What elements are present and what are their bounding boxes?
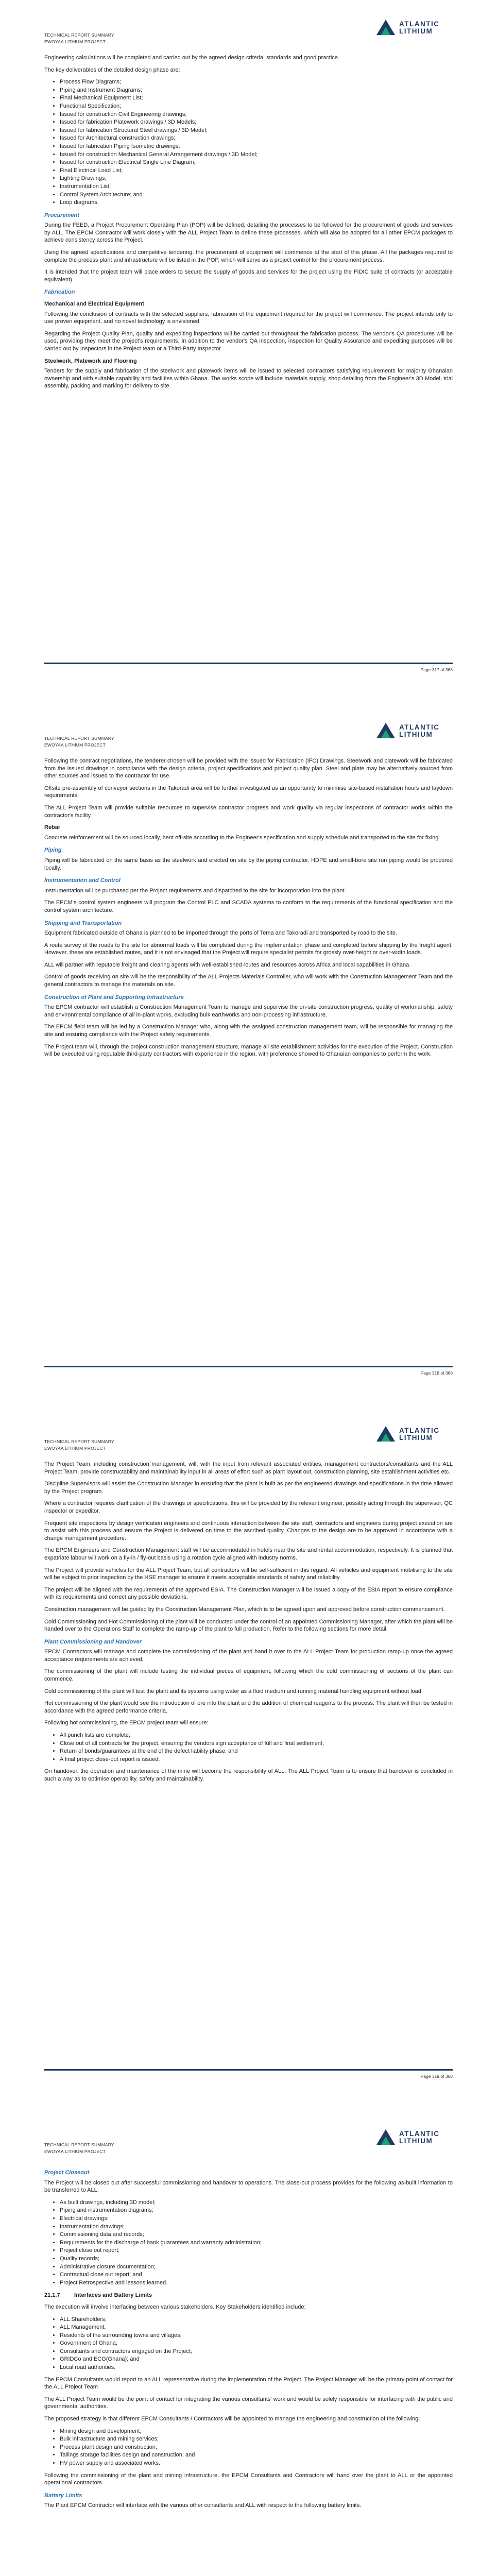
stakeholders-list — [44, 2316, 453, 2371]
report-page — [0, 1406, 497, 2110]
page-content: Project Closeout The Project will be closed out after successful commissioning and handover to operations. The close-out process provides for the following as-built information to be transferred to ALL: • As built drawings, including 3D model; • Piping and instrumentation diagrams; • Electrical drawings; • Instrumentation drawings; • Commissioning data and records; • Requirements for the discharge of bank guarantees and warranty administration; • Project close out report; • Quality records; • Administrative closure documentation; • Contractual close out report; and • Project Retrospective and lessons learned. 21.1.7 Interfaces and Battery Limits The execution will involve interfacing between various stakeholders. Key Stakeholders identified include: • ALL Shareholders; • ALL Management; • Residents of the surrounding towns and villages; • Government of Ghana; • Consultants and contractors engaged on the Project; • GRIDCo and ECG(Ghana); and • Local road authorities. The EPCM Consultants would report to an ALL representative during the implementation of the Project. The Project Manager will be the primary point of contact for the ALL Project Team The ALL Project Team would be the point of contact for integrating the various consultants' work and would be solely responsible for interfacing with the public and governmental authorities. The proposed strategy is that different EPCM Consultants / Contractors will be appointed to manage the engineering and construction of the following: • Mining design and development; • Bulk infrastructure and mining services; • Process plant design and construction; • Tailings storage facilities design and construction; and • HV power supply and associated works. Following the commissioning of the plant and mining infrastructure, the EPCM Consultants and Contractors will hand over the plant to ALL or the appointed operational contractors. Battery Limits The Plant EPCM Contractor will interface with the various other consultants and ALL with respect to the following battery limits. — [44, 2169, 453, 2510]
logo-text: ATLANTIC LITHIUM — [399, 2130, 440, 2145]
report-page — [0, 0, 497, 703]
list-item: • Piping and instrumentation diagrams; — [60, 2207, 453, 2214]
list-item: • Issued for fabrication Structural Steel drawings / 3D Model; — [60, 127, 453, 134]
page-content: Following the contract negotiations, the tenderer chosen will be provided with the issued for Fabrication (IFC) Drawings. Steelwork and platework will be fabricated from the issued drawings in compliance with the design criteria, project specifications and project quality plan. Steel and plate may be alternatively sourced from other sources and issued to the contractor for use. Offsite pre-assembly of conveyor sections in the Takoradi area will be further investigated as an opportunity to minimise site-based installation hours and laydown requirements. The ALL Project Team will provide suitable resources to supervise contractor progress and work quality via regular inspections of contractor works within the contractor's facility. Rebar Concrete reinforcement will be sourced locally, bent off-site according to the Engineer's specification and supply schedule and transported to the site for fixing. Piping Piping will be fabricated on the same basis as the steelwork and erected on site by the piping contractor. HDPE and small-bore site run piping would be procured locally. Instrumentation and Control Instrumentation will be purchased per the Project requirements and dispatched to the site for incorporation into the plant. The EPCM's control system engineers will program the Control PLC and SCADA systems to conform to the requirements of the functional specification and the control system architecture. Shipping and Transportation Equipment fabricated outside of Ghana is planned to be imported through the ports of Tema and Takoradi and transported by road to the site. A route survey of the roads to the site for abnormal loads will be completed during the implementation phase and completed before shipping by the freight agent. However, these are established routes, and it is not envisaged that the Project will require specialist permits for grossly over-height or over-width loads. ALL will partner with reputable freight and clearing agents with well-established routes and resources across Africa and local capabilities in Ghana. Control of goods receiving on site will be the responsibility of the ALL Projects Materials Controller, who will work with the Construction Management Team and the general contractors to manage the materials on site. Construction of Plant and Supporting Infrastructure The EPCM contractor will establish a Construction Management Team to manage and supervise the on-site construction progress, quality of workmanship, safety and environmental compliance of all in-plant works, excluding bulk earthworks and non-processing infrastructure. The EPCM field team will be led by a Construction Manager who, along with the assigned construction management team, will be responsible for managing the site and ensuring compliance with the Project safety requirements. The Project team will, through the project construction management structure, manage all site establishment activities for the execution of the Project. Construction will be executed using reputable third-party contractors with experience in the region, with preference showed to Ghanaian companies to perform the work. — [44, 758, 453, 1058]
header-project-name: EWOYAA LITHIUM PROJECT — [44, 39, 106, 44]
list-item: • A final project close-out report is issued. — [60, 1756, 453, 1764]
list-item: • Issued for construction Mechanical General Arrangement drawings / 3D Model; — [60, 151, 453, 159]
logo-mark-icon — [375, 2128, 396, 2146]
header-report-title: TECHNICAL REPORT SUMMARY — [44, 1439, 114, 1444]
logo-text: ATLANTIC LITHIUM — [399, 723, 440, 738]
list-item: • Residents of the surrounding towns and villages; — [60, 2332, 453, 2340]
page-content: The Project Team, including construction management, will, with the input from relevant associated entities, management contractors/consultants and the ALL Project Team, provide constructability and maintainability input in all areas of effort such as plant layout out, construction planning, site establishment activities etc. Discipline Supervisors will assist the Construction Manager in ensuring that the plant is built as per the engineered drawings and specifications in the time allowed by the Project program. Where a contractor requires clarification of the drawings or specifications, this will be provided by the relevant engineer, possibly acting through the supervisor, QC inspector or expeditor. Frequent site inspections by design verification engineers and continuous interaction between the site staff, contractors and engineers during project execution are to assist with this process and ensure the Project is delivered on time to the ascribed quality. Changes to the design are to be approved in accordance with a change management procedure. The EPCM Engineers and Construction Management staff will be accommodated in hotels near the site and rental accommodation, respectively. It is planned that expatriate labour will work on a fly-in / fly-out basis using a rotation cycle aligned with industry norms. The Project will provide vehicles for the ALL Project Team, but all contractors will be self-sufficient in this regard. All vehicles and equipment mobilising to the site will be subject to prior inspection by the HSE manager to ensure it meets acceptable standards of safety and reliability. The project will be aligned with the requirements of the approved ESIA. The Construction Manager will be issued a copy of the ESIA report to ensure compliance with its requirements and correct any possible deviations. Construction management will be guided by the Construction Management Plan, which is to be agreed upon and approved before construction commencement. Cold Commissioning and Hot Commissioning of the plant will be conducted under the control of an appointed Commissioning Manager, after which the plant will be handed over to the Operations Staff to complete the ramp-up of the plant to full production. Refer to the following sections for more detail. Plant Commissioning and Handover EPCM Contractors will manage and complete the commissioning of the plant and hand it over to the ALL Project Team for production ramp-up once the agreed acceptance requirements are achieved. The commissioning of the plant will include testing the individual pieces of equipment, following which the cold commissioning of sections of the plant can commence. Cold commissioning of the plant will test the plant and its systems using water as a fluid medium and running material handling equipment without load. Hot commissioning of the plant would see the introduction of ore into the plant and the addition of chemical reagents to the process. The plant will then be tested in accordance with the agreed performance criteria. Following hot commissioning, the EPCM project team will ensure: • All punch lists are complete; • Close out of all contracts for the project, ensuring the vendors sign acceptance of full and final settlement; • Return of bonds/guarantees at the end of the defect liability phase; and • A final project close-out report is issued. On handover, the operation and maintenance of the mine will become the responsibility of ALL. The ALL Project Team is to ensure that handover is concluded in such a way as to optimise operability, safety and maintainability. — [44, 1461, 453, 1783]
section-heading: Shipping and Transportation — [44, 920, 122, 926]
page-header — [44, 0, 453, 54]
header-report-title: TECHNICAL REPORT SUMMARY — [44, 736, 114, 741]
page-content: Engineering calculations will be completed and carried out by the agreed design criteria, standards and good practice. The key deliverables of the detailed design phase are: • Process Flow Diagrams; • Piping and Instrument Diagrams; • Final Mechanical Equipment List; • Functional Specification; • Issued for construction Civil Engineering drawings; • Issued for fabrication Platework drawings / 3D Models; • Issued for fabrication Structural Steel drawings / 3D Model; • Issued for Architectural construction drawings; • Issued for fabrication Piping Isometric drawings; • Issued for construction Mechanical General Arrangement drawings / 3D Model; • Issued for construction Electrical Single Line Diagram; • Final Electrical Load List; • Lighting Drawings; • Instrumentation List; • Control System Architecture; and • Loop diagrams. Procurement During the FEED, a Project Procurement Operating Plan (POP) will be defined, detailing the processes to be followed for the procurement of goods and services by ALL. The EPCM Contractor will work closely with the ALL Project Team to define these processes, which will also be adopted for all other EPCM packages to achieve consistency across the Project. Using the agreed specifications and competitive tendering, the procurement of equipment will commence at the start of this phase. All the packages required to complete the process plant and infrastructure will be listed in the POP, which will serve as a project control for the procurement process. It is intended that the project team will place orders to secure the supply of goods and services for the project using the FIDIC suite of contracts (or acceptable equivalent). Fabrication Mechanical and Electrical Equipment Following the conclusion of contracts with the selected suppliers, fabrication of the equipment required for the project will commence. The project intends only to use proven equipment, and no novel technology is envisioned. Regarding the Project Quality Plan, quality and expediting inspections will be carried out throughout the fabrication process. The vendor's QA procedures will be used, providing they meet the project's requirements. In addition to the vendor's QA inspection, inspection for Quality Assurance and expediting purposes will be carried out by Inspectors in the Project team or a Third-Party Inspector. Steelwork, Platework and Flooring Tenders for the supply and fabrication of the steelwork and platework items will be issued to selected contractors satisfying requirements for majority Ghanaian ownership and with suitable capability and facilities within Ghana. The works scope will include materials supply, shop detailing from the Engineer's 3D Model, trial assembly, packing and marking for delivery to site. — [44, 54, 453, 390]
atlantic-lithium-logo — [375, 18, 453, 38]
header-project-name: EWOYAA LITHIUM PROJECT — [44, 2149, 106, 2154]
subsection-heading: Steelwork, Platework and Flooring — [44, 358, 137, 364]
list-item: • Project Retrospective and lessons learned. — [60, 2279, 453, 2287]
report-page — [0, 2110, 497, 2576]
header-project-name: EWOYAA LITHIUM PROJECT — [44, 742, 106, 748]
section-number: 21.1.7 — [44, 2292, 60, 2299]
ensure-list — [44, 1732, 453, 1763]
section-heading: Instrumentation and Control — [44, 877, 121, 884]
header-report-title: TECHNICAL REPORT SUMMARY — [44, 2142, 114, 2147]
section-heading: Piping — [44, 847, 62, 854]
page-header — [44, 703, 453, 757]
list-item: • Process Flow Diagrams; — [60, 78, 453, 86]
subsection-heading: Rebar — [44, 824, 61, 831]
page-number: Page 317 of 368 — [420, 667, 453, 672]
logo-mark-icon — [375, 19, 396, 36]
list-item: • Instrumentation List; — [60, 183, 453, 191]
list-item: • All punch lists are complete; — [60, 1732, 453, 1739]
list-item: • Instrumentation drawings; — [60, 2223, 453, 2231]
list-item: • As built drawings, including 3D model; — [60, 2199, 453, 2207]
list-item: • Piping and Instrument Diagrams; — [60, 87, 453, 94]
list-item: • Bulk infrastructure and mining services; — [60, 2435, 453, 2443]
list-item: • Control System Architecture; and — [60, 191, 453, 199]
list-item: • Loop diagrams. — [60, 199, 453, 207]
list-item: • Project close out report; — [60, 2247, 453, 2255]
header-text — [44, 1438, 114, 1452]
header-text — [44, 2142, 114, 2155]
page-footer — [44, 1366, 453, 1381]
atlantic-lithium-logo — [375, 721, 453, 741]
logo-mark-icon — [375, 1425, 396, 1443]
section-heading: Procurement — [44, 212, 79, 218]
page-footer — [44, 663, 453, 678]
list-item: • ALL Shareholders; — [60, 2316, 453, 2324]
list-item: • Tailings storage facilities design and construction; and — [60, 2451, 453, 2459]
list-item: • Issued for fabrication Platework drawings / 3D Models; — [60, 118, 453, 126]
list-item: • Commissioning data and records; — [60, 2231, 453, 2239]
footer-rule — [44, 663, 453, 664]
logo-mark-icon — [375, 722, 396, 739]
list-item: • Local road authorities. — [60, 2364, 453, 2371]
header-project-name: EWOYAA LITHIUM PROJECT — [44, 1446, 106, 1451]
section-heading: Project Closeout — [44, 2170, 90, 2176]
list-item: • Quality records; — [60, 2255, 453, 2263]
section-heading: Construction of Plant and Supporting Infrastructure — [44, 994, 184, 1001]
report-page — [0, 703, 497, 1406]
list-item: • GRIDCo and ECG(Ghana); and — [60, 2355, 453, 2363]
footer-rule — [44, 2069, 453, 2071]
list-item: • HV power supply and associated works. — [60, 2460, 453, 2467]
header-text — [44, 32, 114, 45]
list-item: • Process plant design and construction; — [60, 2444, 453, 2451]
atlantic-lithium-logo — [375, 2127, 453, 2148]
list-item: • Issued for construction Civil Engineering drawings; — [60, 111, 453, 118]
list-item: • Mining design and development; — [60, 2428, 453, 2435]
list-item: • Requirements for the discharge of bank guarantees and warranty administration; — [60, 2239, 453, 2247]
page-number: Page 318 of 368 — [420, 1370, 453, 1376]
list-item: • Administrative closure documentation; — [60, 2263, 453, 2271]
list-item: • Electrical drawings; — [60, 2215, 453, 2223]
subsection-heading: Mechanical and Electrical Equipment — [44, 301, 144, 308]
page-number: Page 319 of 368 — [420, 2074, 453, 2079]
list-item: • Functional Specification; — [60, 103, 453, 110]
header-text — [44, 735, 114, 749]
list-item: • Final Mechanical Equipment List; — [60, 94, 453, 102]
deliverables-list — [44, 78, 453, 207]
list-item: • Close out of all contracts for the project, ensuring the vendors sign acceptance of full and final settlement; — [60, 1740, 453, 1748]
page-header — [44, 2110, 453, 2164]
list-item: • Issued for fabrication Piping Isometric drawings; — [60, 143, 453, 150]
list-item: • Issued for Architectural construction drawings; — [60, 134, 453, 142]
list-item: • Government of Ghana; — [60, 2340, 453, 2347]
list-item: • ALL Management; — [60, 2324, 453, 2331]
logo-text: ATLANTIC LITHIUM — [399, 1427, 440, 1442]
atlantic-lithium-logo — [375, 1424, 453, 1445]
section-title: Interfaces and Battery Limits — [74, 2292, 152, 2299]
strategy-list — [44, 2428, 453, 2467]
list-item: • Lighting Drawings; — [60, 175, 453, 182]
list-item: • Consultants and contractors engaged on the Project; — [60, 2348, 453, 2355]
list-item: • Return of bonds/guarantees at the end of the defect liability phase; and — [60, 1748, 453, 1755]
list-item: • Issued for construction Electrical Single Line Diagram; — [60, 159, 453, 166]
section-heading: Battery Limits — [44, 2492, 82, 2499]
section-heading: Plant Commissioning and Handover — [44, 1638, 142, 1645]
list-item: • Final Electrical Load List; — [60, 167, 453, 175]
logo-text: ATLANTIC LITHIUM — [399, 20, 440, 35]
page-header — [44, 1406, 453, 1461]
closeout-list — [44, 2199, 453, 2287]
page-footer — [44, 2069, 453, 2084]
list-item: • Contractual close out report; and — [60, 2271, 453, 2279]
header-report-title: TECHNICAL REPORT SUMMARY — [44, 32, 114, 38]
numbered-section-heading — [44, 2292, 453, 2299]
footer-rule — [44, 1366, 453, 1367]
section-heading: Fabrication — [44, 289, 75, 296]
